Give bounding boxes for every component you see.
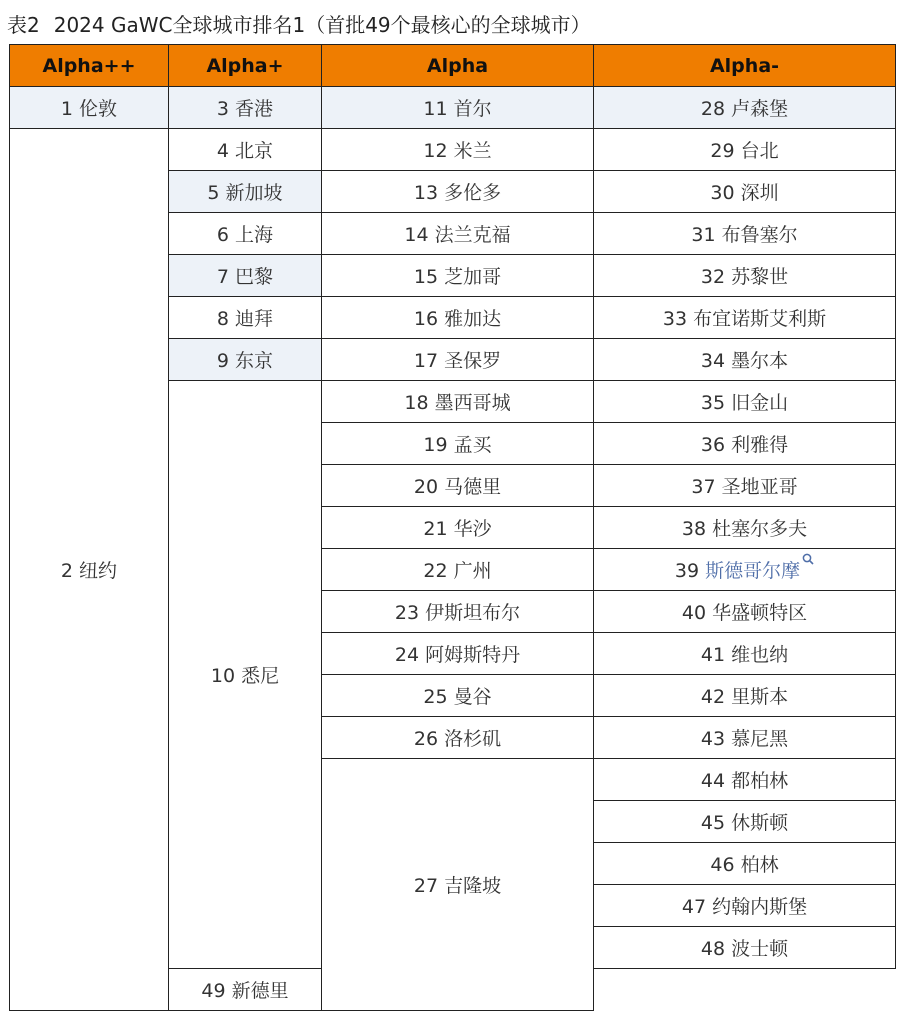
cell-alpha: 14 法兰克福: [322, 213, 594, 255]
cell-alpha: 25 曼谷: [322, 675, 594, 717]
cell-alpha: 27 吉隆坡: [322, 759, 594, 1011]
cell-alpha-m: 40 华盛顿特区: [594, 591, 896, 633]
cell-alpha-p: 8 迪拜: [169, 297, 322, 339]
cell-alpha: 12 米兰: [322, 129, 594, 171]
cell-alpha-m: 32 苏黎世: [594, 255, 896, 297]
header-alpha-p: Alpha+: [169, 45, 322, 87]
stockholm-link[interactable]: 斯德哥尔摩: [705, 560, 801, 582]
cell-alpha-m-stockholm: [594, 549, 896, 591]
header-alpha-m: Alpha-: [594, 45, 896, 87]
cell-alpha-m: 33 布宜诺斯艾利斯: [594, 297, 896, 339]
cell-alpha-p: 5 新加坡: [169, 171, 322, 213]
cell-alpha-m: 34 墨尔本: [594, 339, 896, 381]
stockholm-rank: 39: [674, 560, 700, 582]
cell-alpha: 26 洛杉矶: [322, 717, 594, 759]
cell-alpha: 15 芝加哥: [322, 255, 594, 297]
cell-alpha-p: 4 北京: [169, 129, 322, 171]
table-row: [10, 87, 896, 129]
cell-alpha-p: 6 上海: [169, 213, 322, 255]
cell-alpha-m: 35 旧金山: [594, 381, 896, 423]
cell-alpha-m: 47 约翰内斯堡: [594, 885, 896, 927]
cell-alpha: 11 首尔: [322, 87, 594, 129]
ranking-table: [9, 44, 896, 1011]
search-icon[interactable]: [802, 548, 814, 560]
cell-alpha-m: 31 布鲁塞尔: [594, 213, 896, 255]
cell-alpha-m: 29 台北: [594, 129, 896, 171]
caption-title: 2024 GaWC全球城市排名1（首批49个最核心的全球城市）: [53, 13, 591, 37]
cell-alpha-m: 41 维也纳: [594, 633, 896, 675]
cell-alpha: 23 伊斯坦布尔: [322, 591, 594, 633]
cell-alpha-m: 46 柏林: [594, 843, 896, 885]
header-row: [10, 45, 896, 87]
cell-alpha: 20 马德里: [322, 465, 594, 507]
caption-number: 表2: [7, 13, 40, 37]
cell-alpha: 19 孟买: [322, 423, 594, 465]
cell-alpha-m: 38 杜塞尔多夫: [594, 507, 896, 549]
cell-alpha-m: 30 深圳: [594, 171, 896, 213]
cell-alpha-m: 48 波士顿: [594, 927, 896, 969]
cell-alpha: 16 雅加达: [322, 297, 594, 339]
cell-alpha: 22 广州: [322, 549, 594, 591]
cell-alpha-p: 7 巴黎: [169, 255, 322, 297]
cell-alpha-m: 28 卢森堡: [594, 87, 896, 129]
cell-alpha: 17 圣保罗: [322, 339, 594, 381]
cell-alpha: 24 阿姆斯特丹: [322, 633, 594, 675]
cell-alpha-pp: 2 纽约: [10, 129, 169, 1011]
cell-alpha: 13 多伦多: [322, 171, 594, 213]
cell-alpha: 18 墨西哥城: [322, 381, 594, 423]
cell-alpha-pp: 1 伦敦: [10, 87, 169, 129]
cell-alpha-m: 45 休斯顿: [594, 801, 896, 843]
table-caption: [7, 11, 591, 39]
cell-alpha-m: 37 圣地亚哥: [594, 465, 896, 507]
cell-alpha-p: 10 悉尼: [169, 381, 322, 969]
cell-alpha-m: 44 都柏林: [594, 759, 896, 801]
cell-alpha-m: 42 里斯本: [594, 675, 896, 717]
cell-alpha-m: 43 慕尼黑: [594, 717, 896, 759]
cell-alpha-p: 3 香港: [169, 87, 322, 129]
cell-alpha-m: 36 利雅得: [594, 423, 896, 465]
header-alpha: Alpha: [322, 45, 594, 87]
table-row: [10, 129, 896, 171]
header-alpha-pp: Alpha++: [10, 45, 169, 87]
cell-alpha-p: 9 东京: [169, 339, 322, 381]
cell-alpha: 21 华沙: [322, 507, 594, 549]
cell-alpha-m: 49 新德里: [169, 969, 322, 1011]
